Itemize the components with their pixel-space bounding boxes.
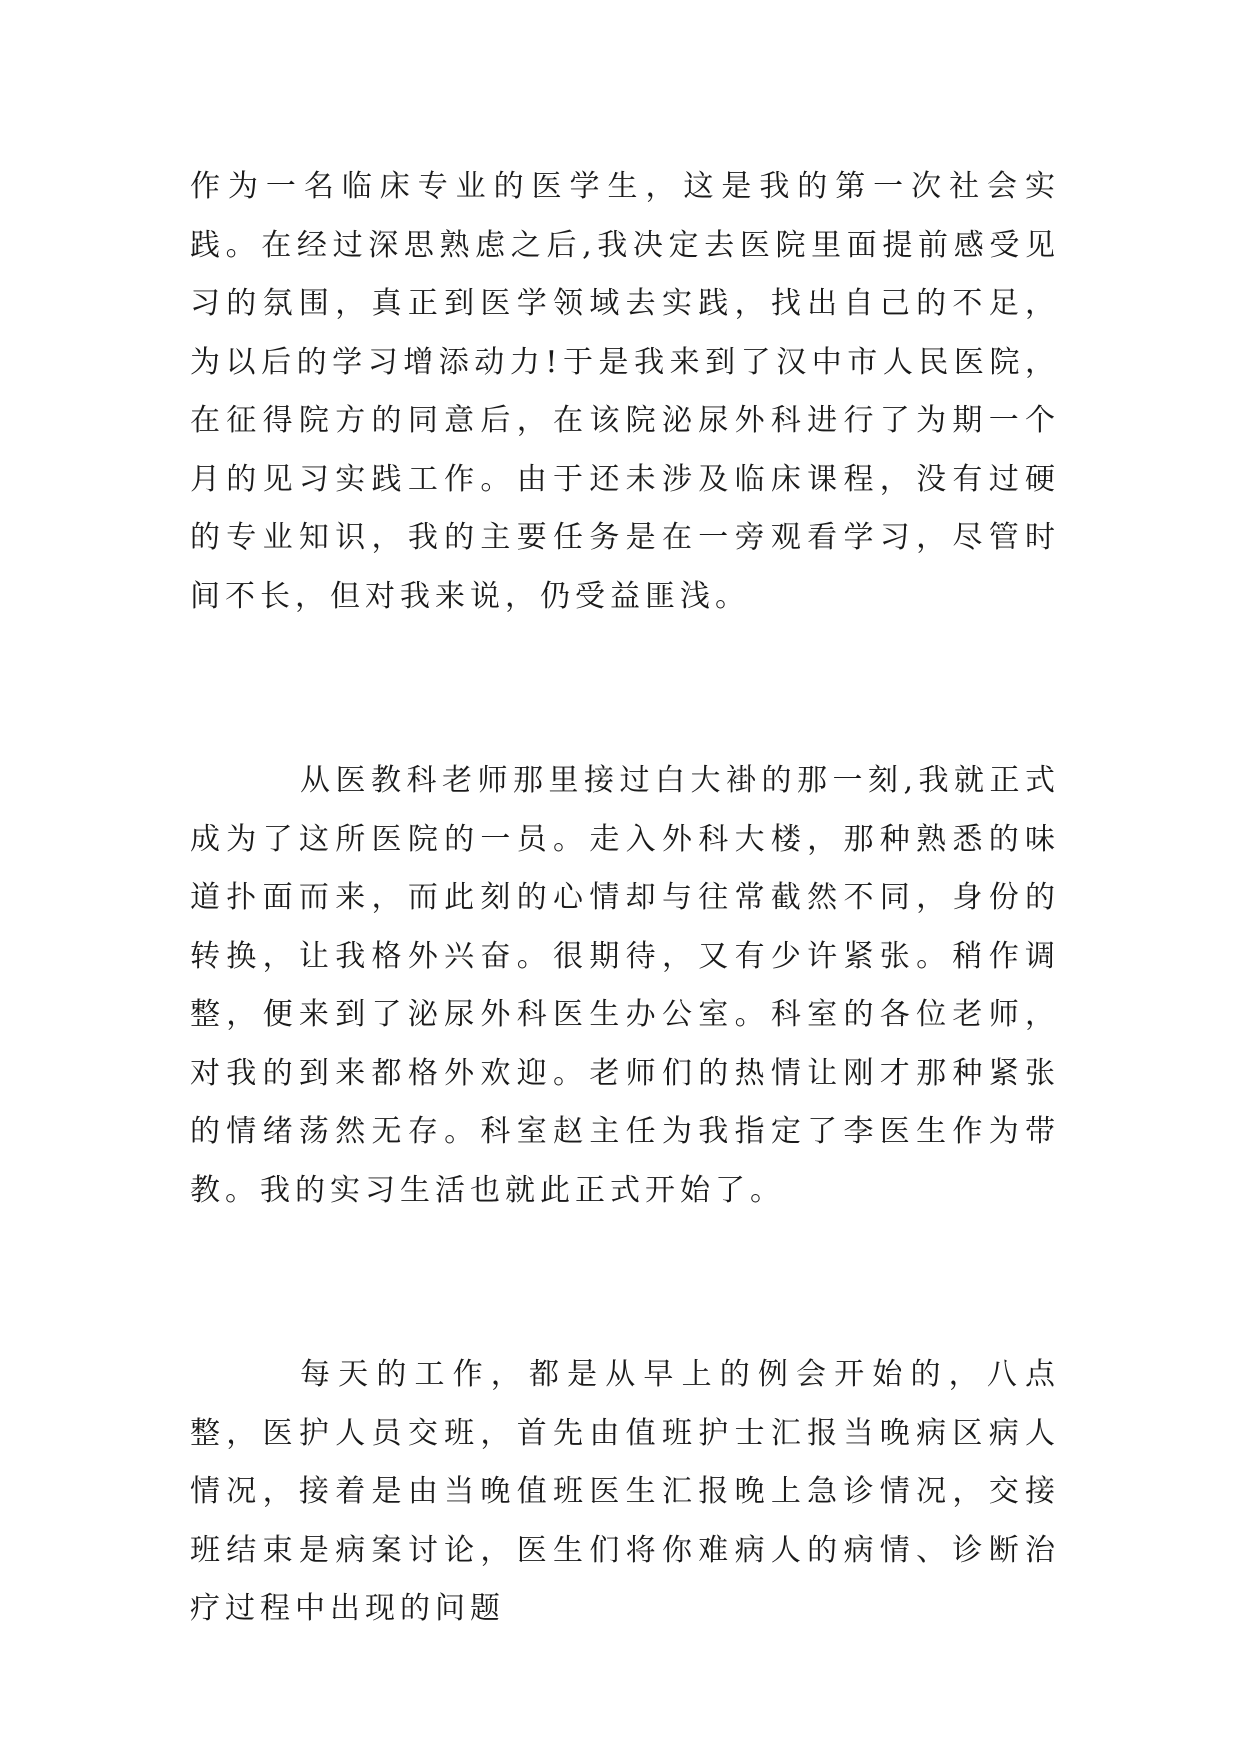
paragraph-daily-work: 每天的工作，都是从早上的例会开始的，八点整，医护人员交班，首先由值班护士汇报当晚病区病人情况，接着是由当晚值班医生汇报晚上急诊情况，交接班结束是病案讨论，医生们将你难病人的病情、诊断治疗过程中出现的问题	[190, 1357, 1060, 1626]
paragraph-first-day: 从医教科老师那里接过白大褂的那一刻,我就正式成为了这所医院的一员。走入外科大楼，那种熟悉的味道扑面而来，而此刻的心情却与往常截然不同，身份的转换，让我格外兴奋。很期待，又有少许紧张。稍作调整，便来到了泌尿外科医生办公室。科室的各位老师，对我的到来都格外欢迎。老师们的热情让刚才那种紧张的情绪荡然无存。科室赵主任为我指定了李医生作为带教。我的实习生活也就此正式开始了。	[190, 763, 1060, 1208]
document-body	[190, 158, 1060, 1639]
paragraph-intro: 作为一名临床专业的医学生，这是我的第一次社会实践。在经过深思熟虑之后,我决定去医院里面提前感受见习的氛围，真正到医学领域去实践，找出自己的不足，为以后的学习增添动力!于是我来到了汉中市人民医院，在征得院方的同意后，在该院泌尿外科进行了为期一个月的见习实践工作。由于还未涉及临床课程，没有过硬的专业知识，我的主要任务是在一旁观看学习，尽管时间不长，但对我来说，仍受益匪浅。	[190, 169, 1060, 614]
